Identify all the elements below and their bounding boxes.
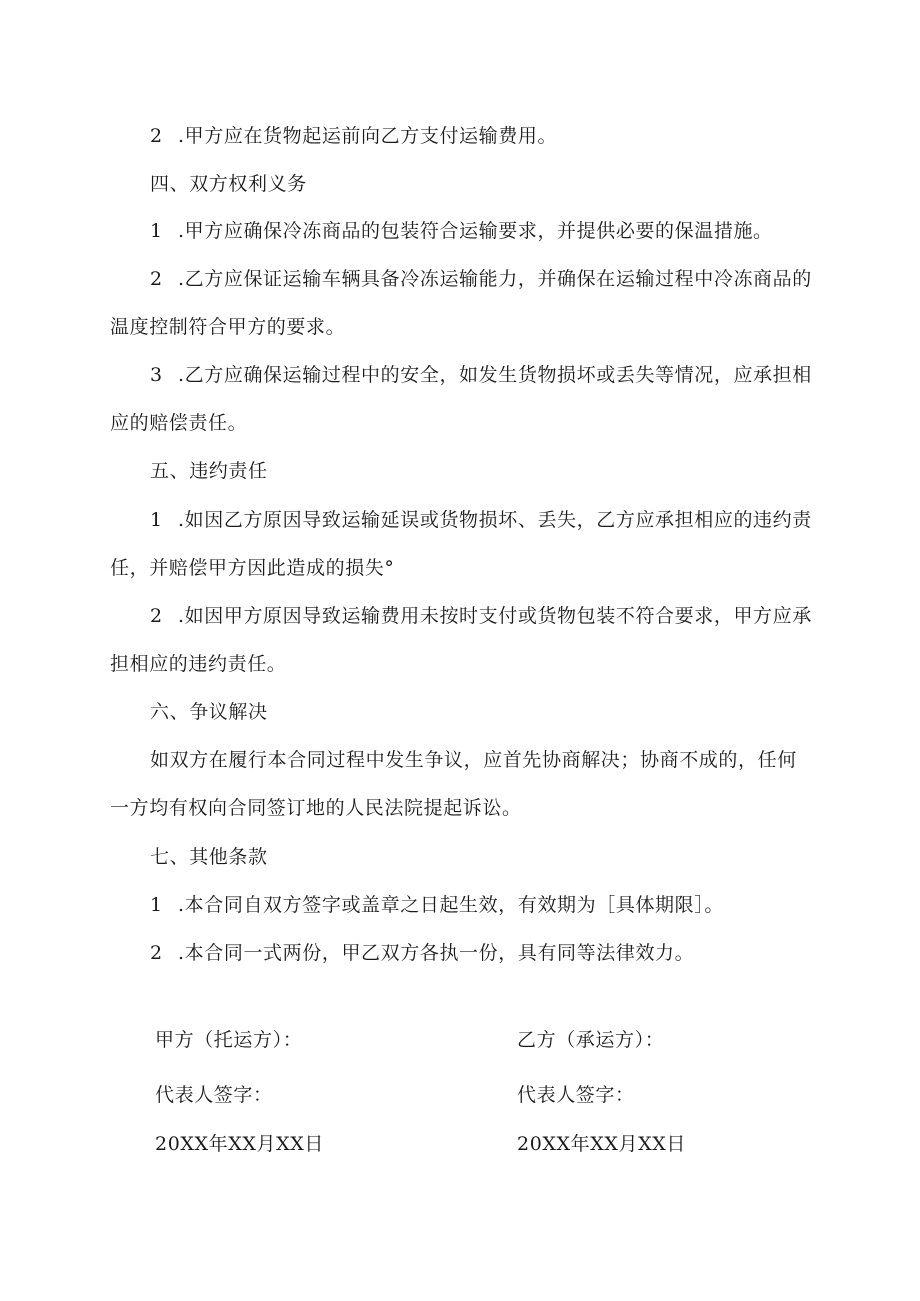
clause-number: 3	[150, 364, 163, 386]
party-b-title: 乙方（承运方）：	[517, 1029, 665, 1051]
party-b-representative: 代表人签字：	[517, 1084, 635, 1106]
clause-4-3-cont: 应的赔偿责任。	[110, 412, 248, 434]
clause-7-1	[150, 893, 724, 917]
clause-number: 1	[150, 894, 163, 916]
clause-text: .本合同自双方签字或盖章之日起生效，有效期为［具体期限］。	[178, 894, 724, 916]
clause-text: .甲方应在货物起运前向乙方支付运输费用。	[178, 125, 558, 147]
clause-5-1	[150, 508, 812, 532]
party-a-title: 甲方（托运方）：	[155, 1029, 303, 1051]
party-a-date: 20XX年XX月XX日	[155, 1133, 324, 1155]
clause-5-2-cont: 担相应的违约责任。	[110, 653, 287, 675]
clause-7-2	[150, 941, 694, 965]
clause-6-body-cont: 一方均有权向合同签订地的人民法院提起诉讼。	[110, 797, 522, 819]
clause-number: 2	[150, 268, 163, 290]
clause-number: 2	[150, 942, 163, 964]
signature-block-party-b	[517, 1028, 837, 1168]
signature-block-party-a	[155, 1028, 475, 1168]
clause-4-3	[150, 363, 812, 387]
clause-text: .甲方应确保冷冻商品的包装符合运输要求，并提供必要的保温措施。	[178, 220, 773, 242]
clause-number: 2	[150, 125, 163, 147]
clause-text: .如因甲方原因导致运输费用未按时支付或货物包装不符合要求，甲方应承	[178, 605, 812, 627]
clause-5-1-cont: 任，并赔偿甲方因此造成的损失°	[110, 557, 395, 579]
clause-number: 1	[150, 509, 163, 531]
section-heading-other: 七、其他条款	[150, 846, 268, 868]
clause-text: .乙方应确保运输过程中的安全，如发生货物损坏或丢失等情况，应承担相	[178, 364, 812, 386]
clause-5-2	[150, 604, 812, 628]
clause-4-2	[150, 267, 812, 291]
section-heading-rights: 四、双方权利义务	[150, 173, 307, 195]
clause-payment-2	[150, 124, 557, 148]
party-b-date: 20XX年XX月XX日	[517, 1133, 686, 1155]
clause-number: 1	[150, 220, 163, 242]
clause-text: .本合同一式两份，甲乙双方各执一份，具有同等法律效力。	[178, 942, 695, 964]
clause-4-1	[150, 219, 773, 243]
clause-4-2-cont: 温度控制符合甲方的要求。	[110, 316, 346, 338]
clause-number: 2	[150, 605, 163, 627]
party-a-representative: 代表人签字：	[155, 1084, 273, 1106]
section-heading-breach: 五、违约责任	[150, 460, 268, 482]
clause-text: .乙方应保证运输车辆具备冷冻运输能力，并确保在运输过程中冷冻商品的	[178, 268, 812, 290]
section-heading-dispute: 六、争议解决	[150, 701, 268, 723]
clause-text: .如因乙方原因导致运输延误或货物损坏、丢失，乙方应承担相应的违约责	[178, 509, 812, 531]
clause-6-body: 如双方在履行本合同过程中发生争议，应首先协商解决；协商不成的，任何	[150, 749, 797, 771]
